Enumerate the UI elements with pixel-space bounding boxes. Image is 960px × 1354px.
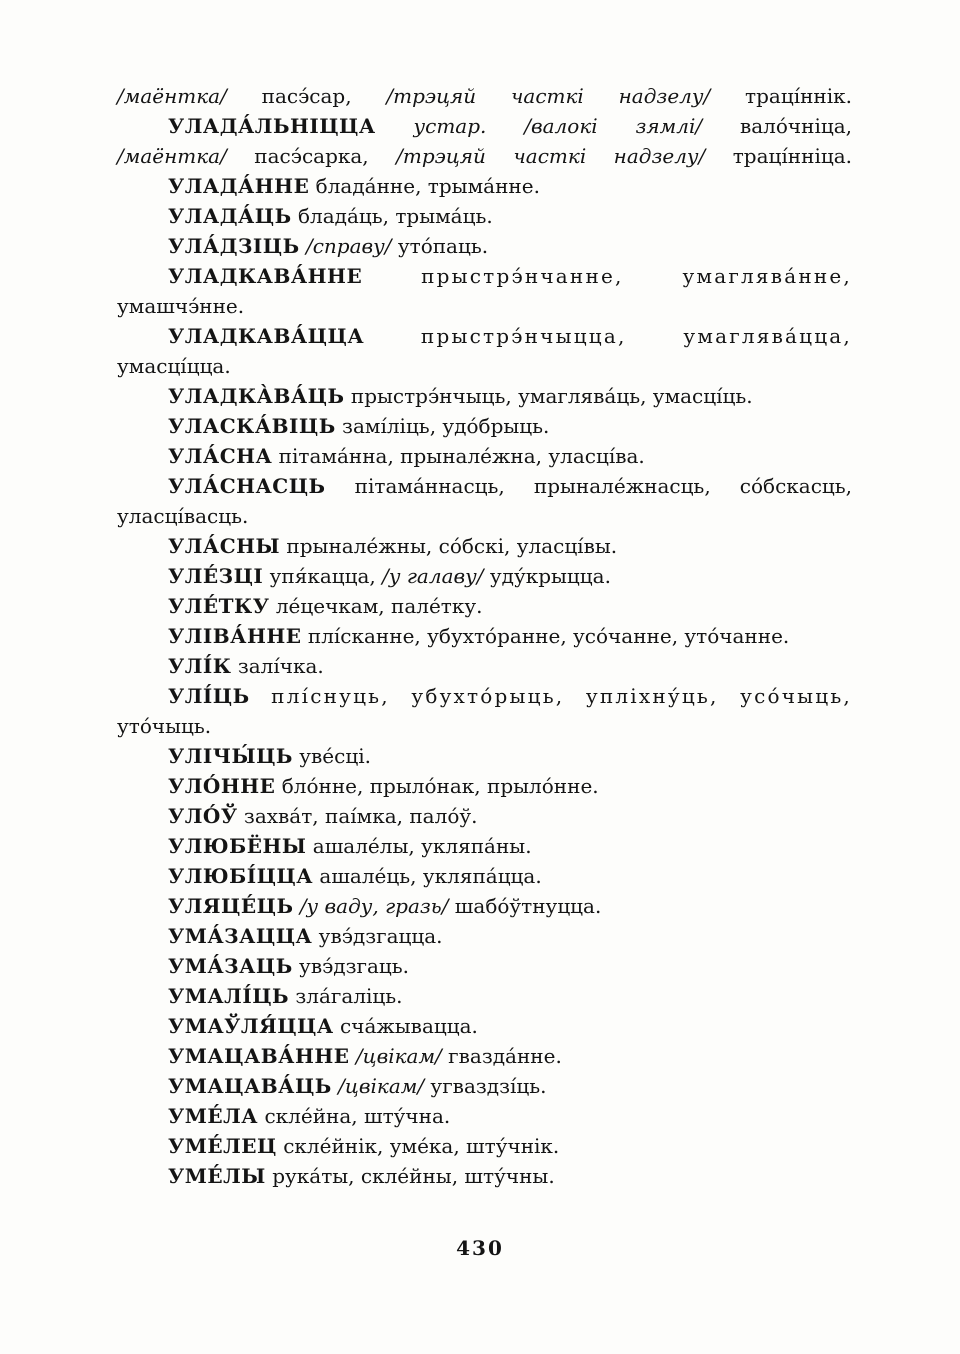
dictionary-line: [117, 831, 852, 861]
headword: УЛА́СНАСЦЬ: [168, 474, 326, 498]
dictionary-line: [117, 741, 852, 771]
headword: УМЕ́ЛЕЦ: [168, 1134, 277, 1158]
dictionary-line: [117, 771, 852, 801]
headword: УЛАДКА̀ВА́ЦЬ: [168, 384, 345, 408]
gloss-text: скле́йна, шту́чна.: [258, 1104, 451, 1128]
headword: УМАЎЛЯ́ЦЦА: [168, 1014, 334, 1038]
dictionary-line: [117, 441, 852, 471]
gloss-text: шабо́ўтнуцца.: [448, 894, 602, 918]
dictionary-line: [117, 681, 852, 711]
gloss-text: гвазда́нне.: [441, 1044, 562, 1068]
usage-context: /трэцяй часткі надзелу/: [396, 144, 706, 168]
gloss-text: зла́галіць.: [289, 984, 403, 1008]
dictionary-line: [117, 711, 852, 741]
dictionary-line: [117, 951, 852, 981]
dictionary-line: [117, 501, 852, 531]
gloss-text: траці́ннік.: [710, 84, 852, 108]
gloss-text: прыстрэ́нчанне, умаглява́нне,: [362, 264, 852, 288]
dictionary-line: [117, 81, 852, 111]
usage-context: /у галаву/: [382, 564, 484, 588]
usage-context: устар.: [413, 114, 487, 138]
dictionary-line: [117, 261, 852, 291]
gloss-text: умасці́цца.: [117, 354, 231, 378]
headword: УЛА́СНЫ: [168, 534, 281, 558]
headword: УМА́ЗАЦЦА: [168, 924, 313, 948]
dictionary-line: [117, 1131, 852, 1161]
gloss-text: увэ́дзгаць.: [292, 954, 410, 978]
dictionary-line: [117, 1041, 852, 1071]
headword: УМЕ́ЛА: [168, 1104, 259, 1128]
gloss-text: ашале́ць, укляпа́цца.: [313, 864, 542, 888]
dictionary-line: [117, 351, 852, 381]
headword: УМАЦАВА́ННЕ: [168, 1044, 350, 1068]
usage-context: /валокі зямлі/: [524, 114, 703, 138]
headword: УЛІВА́ННЕ: [168, 624, 302, 648]
dictionary-line: [117, 1071, 852, 1101]
gloss-text: ашале́лы, укляпа́ны.: [306, 834, 532, 858]
headword: УЛІЧЫ́ЦЬ: [168, 744, 293, 768]
headword: УЛАДКАВА́ЦЦА: [168, 324, 365, 348]
dictionary-line: [117, 1011, 852, 1041]
dictionary-line: [117, 621, 852, 651]
dictionary-line: [117, 531, 852, 561]
dictionary-line: [117, 591, 852, 621]
dictionary-line: [117, 291, 852, 321]
gloss-text: уто́чыць.: [117, 714, 212, 738]
gloss-text: [376, 114, 414, 138]
gloss-text: пасэ́сар,: [226, 84, 387, 108]
dictionary-line: [117, 561, 852, 591]
dictionary-line: [117, 141, 852, 171]
gloss-text: бло́нне, прыло́нак, прыло́нне.: [275, 774, 599, 798]
gloss-text: уто́паць.: [391, 234, 489, 258]
gloss-text: прыстрэ́нчыцца, умаглява́цца,: [364, 324, 852, 348]
headword: УМЕ́ЛЫ: [168, 1164, 266, 1188]
gloss-text: уласці́васць.: [117, 504, 249, 528]
headword: УЛЯЦЕ́ЦЬ: [168, 894, 294, 918]
headword: УЛЮБЁНЫ: [168, 834, 307, 858]
dictionary-line: [117, 111, 852, 141]
gloss-text: пасэ́сарка,: [226, 144, 397, 168]
gloss-text: пітама́нна, прынале́жна, уласці́ва.: [272, 444, 645, 468]
dictionary-line: [117, 891, 852, 921]
gloss-text: [486, 114, 524, 138]
gloss-text: замі́ліць, удо́брыць.: [335, 414, 550, 438]
usage-context: /маёнтка/: [117, 144, 227, 168]
gloss-text: уду́крыцца.: [483, 564, 611, 588]
text-block: [117, 81, 852, 1191]
dictionary-line: [117, 411, 852, 441]
usage-context: /у ваду, гразь/: [299, 894, 449, 918]
gloss-text: скле́йнік, уме́ка, шту́чнік.: [276, 1134, 560, 1158]
dictionary-line: [117, 981, 852, 1011]
headword: УЛІ́К: [168, 654, 232, 678]
usage-context: /цвікам/: [355, 1044, 442, 1068]
headword: УЛАДКАВА́ННЕ: [168, 264, 363, 288]
gloss-text: умашчэ́нне.: [117, 294, 245, 318]
dictionary-line: [117, 801, 852, 831]
usage-context: /маёнтка/: [117, 84, 227, 108]
dictionary-line: [117, 231, 852, 261]
headword: УЛАДА́ЦЬ: [168, 204, 292, 228]
headword: УЛАДА́ННЕ: [168, 174, 310, 198]
dictionary-line: [117, 1161, 852, 1191]
headword: УЛЮБІ́ЦЦА: [168, 864, 314, 888]
usage-context: /цвікам/: [338, 1074, 425, 1098]
headword: УЛА́СНА: [168, 444, 273, 468]
gloss-text: угваздзі́ць.: [424, 1074, 547, 1098]
dictionary-line: [117, 321, 852, 351]
gloss-text: плі́снуць, убухто́рыць, упліхну́ць, усо́чыць,: [249, 684, 852, 708]
usage-context: /трэцяй часткі надзелу/: [386, 84, 711, 108]
dictionary-line: [117, 471, 852, 501]
headword: УЛІ́ЦЬ: [168, 684, 250, 708]
gloss-text: увэ́дзгацца.: [312, 924, 443, 948]
gloss-text: прыстрэ́нчыць, умаглява́ць, умасці́ць.: [344, 384, 753, 408]
headword: УМАЦАВА́ЦЬ: [168, 1074, 332, 1098]
gloss-text: прынале́жны, со́бскі, уласці́вы.: [280, 534, 618, 558]
headword: УЛЕ́ЗЦІ: [168, 564, 264, 588]
gloss-text: блада́ць, трыма́ць.: [291, 204, 493, 228]
headword: УЛО́ННЕ: [168, 774, 276, 798]
dictionary-line: [117, 201, 852, 231]
headword: УЛАДА́ЛЬНІЦЦА: [168, 114, 376, 138]
gloss-text: уве́сці.: [292, 744, 371, 768]
dictionary-line: [117, 921, 852, 951]
gloss-text: упя́кацца,: [263, 564, 383, 588]
usage-context: /справу/: [305, 234, 392, 258]
dictionary-line: [117, 651, 852, 681]
dictionary-line: [117, 381, 852, 411]
headword: УМАЛІ́ЦЬ: [168, 984, 290, 1008]
headword: УЛО́Ў: [168, 804, 238, 828]
gloss-text: пітама́ннасць, прынале́жнасць, со́бскасць,: [325, 474, 852, 498]
gloss-text: захва́т, паі́мка, пало́ў.: [237, 804, 478, 828]
gloss-text: плі́сканне, убухто́ранне, усо́чанне, уто́чанне.: [301, 624, 790, 648]
page-number: 430: [456, 1236, 504, 1260]
gloss-text: залі́чка.: [231, 654, 324, 678]
headword: УЛЕ́ТКУ: [168, 594, 270, 618]
dictionary-line: [117, 1101, 852, 1131]
gloss-text: блада́нне, трыма́нне.: [309, 174, 540, 198]
headword: УЛАСКА́ВІЦЬ: [168, 414, 336, 438]
gloss-text: траці́нніца.: [705, 144, 852, 168]
gloss-text: ле́цечкам, пале́тку.: [269, 594, 483, 618]
headword: УМА́ЗАЦЬ: [168, 954, 293, 978]
gloss-text: вало́чніца,: [702, 114, 852, 138]
gloss-text: сча́жывацца.: [333, 1014, 478, 1038]
dictionary-line: [117, 861, 852, 891]
gloss-text: рука́ты, скле́йны, шту́чны.: [265, 1164, 555, 1188]
headword: УЛА́ДЗІЦЬ: [168, 234, 300, 258]
dictionary-line: [117, 171, 852, 201]
